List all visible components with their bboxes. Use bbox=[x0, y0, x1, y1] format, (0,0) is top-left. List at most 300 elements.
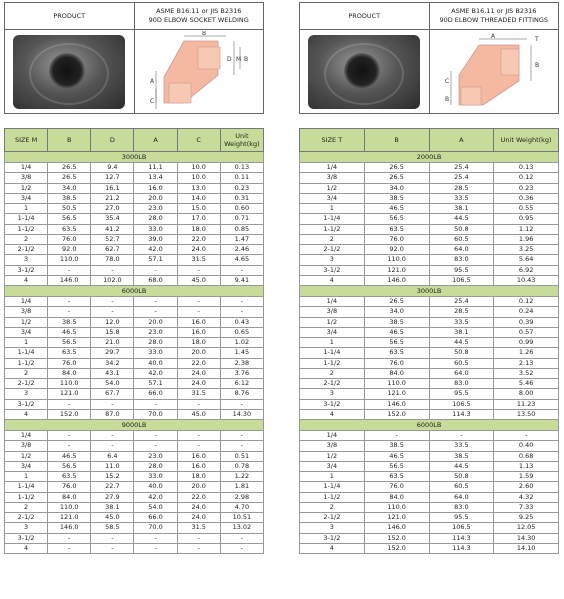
table-cell: - bbox=[177, 543, 220, 553]
table-cell: - bbox=[177, 399, 220, 409]
table-cell: 76.0 bbox=[364, 358, 429, 368]
table-cell: 1 bbox=[5, 338, 48, 348]
table-cell: 9.41 bbox=[220, 275, 263, 285]
table-cell: 28.5 bbox=[429, 307, 494, 317]
table-cell: - bbox=[134, 399, 177, 409]
table-row bbox=[5, 492, 264, 502]
table-cell: 106.5 bbox=[429, 275, 494, 285]
table-cell: 3 bbox=[5, 255, 48, 265]
table-cell: 3-1/2 bbox=[300, 533, 365, 543]
table-cell: 152.0 bbox=[364, 533, 429, 543]
table-row bbox=[5, 173, 264, 183]
table-cell: - bbox=[494, 431, 559, 441]
table-cell: 31.5 bbox=[177, 255, 220, 265]
table-cell: - bbox=[134, 265, 177, 275]
table-cell: 2.98 bbox=[220, 492, 263, 502]
table-cell: 38.5 bbox=[429, 451, 494, 461]
table-cell: 0.57 bbox=[494, 327, 559, 337]
table-cell: 0.65 bbox=[220, 327, 263, 337]
table-cell: 27.9 bbox=[91, 492, 134, 502]
diagram-label-b-top: B bbox=[201, 30, 206, 37]
table-cell: 2.46 bbox=[220, 245, 263, 255]
table-cell: 50.8 bbox=[429, 348, 494, 358]
table-cell: 18.0 bbox=[177, 472, 220, 482]
table-cell: 31.5 bbox=[177, 523, 220, 533]
table-cell: 33.5 bbox=[429, 193, 494, 203]
table-cell: 1-1/4 bbox=[300, 214, 365, 224]
table-cell: 38.5 bbox=[364, 441, 429, 451]
table-cell: 1.59 bbox=[494, 472, 559, 482]
table-cell: - bbox=[177, 441, 220, 451]
table-row bbox=[5, 297, 264, 307]
table-cell: 50.5 bbox=[48, 204, 91, 214]
table-cell: 15.8 bbox=[91, 327, 134, 337]
column-header: Unit Weight(kg) bbox=[220, 129, 263, 152]
table-cell: 46.5 bbox=[48, 451, 91, 461]
table-row bbox=[5, 348, 264, 358]
table-cell: 146.0 bbox=[48, 275, 91, 285]
table-row bbox=[5, 431, 264, 441]
table-cell: 0.51 bbox=[220, 451, 263, 461]
table-cell: 46.5 bbox=[364, 204, 429, 214]
table-cell: 27.0 bbox=[91, 204, 134, 214]
table-cell: 110.0 bbox=[48, 502, 91, 512]
table-cell: 1-1/2 bbox=[300, 358, 365, 368]
table-cell: 18.0 bbox=[177, 224, 220, 234]
table-cell: - bbox=[91, 297, 134, 307]
table-cell: 56.5 bbox=[48, 461, 91, 471]
table-row bbox=[5, 379, 264, 389]
table-row bbox=[5, 482, 264, 492]
table-row bbox=[5, 234, 264, 244]
table-cell: 76.0 bbox=[48, 358, 91, 368]
table-cell: 4 bbox=[5, 409, 48, 419]
table-cell: 3/8 bbox=[5, 441, 48, 451]
table-cell: 3.25 bbox=[494, 245, 559, 255]
table-cell: 1.22 bbox=[220, 472, 263, 482]
table-cell: 31.5 bbox=[177, 389, 220, 399]
table-cell: 0.39 bbox=[494, 317, 559, 327]
table-cell: 1/2 bbox=[300, 451, 365, 461]
table-cell: - bbox=[220, 431, 263, 441]
table-cell: 92.0 bbox=[48, 245, 91, 255]
table-cell: 1.96 bbox=[494, 234, 559, 244]
table-cell: 2 bbox=[300, 368, 365, 378]
table-row bbox=[5, 265, 264, 275]
table-cell: 8.00 bbox=[494, 389, 559, 399]
table-cell: 60.5 bbox=[429, 234, 494, 244]
table-cell: 20.0 bbox=[134, 193, 177, 203]
table-row bbox=[300, 379, 559, 389]
table-cell: 38.1 bbox=[429, 327, 494, 337]
table-cell: 146.0 bbox=[364, 399, 429, 409]
table-cell: 26.5 bbox=[364, 173, 429, 183]
table-cell: 38.5 bbox=[48, 193, 91, 203]
table-row bbox=[5, 275, 264, 285]
table-cell: 45.0 bbox=[177, 409, 220, 419]
table-row bbox=[300, 492, 559, 502]
table-cell: 1/4 bbox=[300, 297, 365, 307]
table-cell: - bbox=[48, 399, 91, 409]
table-cell: 3/8 bbox=[5, 307, 48, 317]
table-cell: 22.0 bbox=[177, 234, 220, 244]
table-cell: 152.0 bbox=[364, 543, 429, 553]
table-cell: - bbox=[91, 543, 134, 553]
table-cell: 0.55 bbox=[494, 204, 559, 214]
table-cell: 62.7 bbox=[91, 245, 134, 255]
table-cell: - bbox=[134, 431, 177, 441]
table-cell: 1-1/4 bbox=[5, 348, 48, 358]
table-cell: 1/4 bbox=[300, 431, 365, 441]
table-cell: 38.5 bbox=[364, 193, 429, 203]
table-cell: 64.0 bbox=[429, 492, 494, 502]
table-row bbox=[5, 214, 264, 224]
table-row bbox=[5, 163, 264, 173]
table-cell: 14.0 bbox=[177, 193, 220, 203]
table-cell: 110.0 bbox=[364, 379, 429, 389]
table-cell: 2.38 bbox=[220, 358, 263, 368]
table-row bbox=[300, 307, 559, 317]
table-cell: 66.0 bbox=[134, 513, 177, 523]
table-cell: 44.5 bbox=[429, 214, 494, 224]
table-cell: - bbox=[220, 533, 263, 543]
table-cell: - bbox=[91, 307, 134, 317]
table-cell: 1-1/4 bbox=[5, 482, 48, 492]
table-cell: - bbox=[48, 307, 91, 317]
table-cell: 106.5 bbox=[429, 523, 494, 533]
table-cell: 92.0 bbox=[364, 245, 429, 255]
table-cell: 1-1/4 bbox=[5, 214, 48, 224]
table-row bbox=[300, 368, 559, 378]
column-header: B bbox=[48, 129, 91, 152]
table-cell: 28.0 bbox=[134, 461, 177, 471]
table-cell: 1/2 bbox=[5, 183, 48, 193]
product-photo bbox=[308, 35, 420, 109]
table-cell: - bbox=[177, 533, 220, 543]
table-cell: 63.5 bbox=[48, 348, 91, 358]
pressure-class-row: 6000LB bbox=[5, 286, 264, 297]
table-cell: 0.60 bbox=[220, 204, 263, 214]
table-cell: 1/2 bbox=[300, 183, 365, 193]
table-cell: 3-1/2 bbox=[300, 399, 365, 409]
table-cell: 13.50 bbox=[494, 409, 559, 419]
table-cell: 57.1 bbox=[134, 379, 177, 389]
table-cell: 40.0 bbox=[134, 482, 177, 492]
table-cell: 152.0 bbox=[48, 409, 91, 419]
table-cell: - bbox=[91, 431, 134, 441]
table-cell: 64.0 bbox=[429, 368, 494, 378]
table-cell: 26.5 bbox=[364, 297, 429, 307]
table-cell: 16.1 bbox=[91, 183, 134, 193]
table-cell: 20.0 bbox=[134, 317, 177, 327]
table-cell: 114.3 bbox=[429, 543, 494, 553]
table-cell: 114.3 bbox=[429, 409, 494, 419]
table-cell: 3-1/2 bbox=[5, 533, 48, 543]
table-cell: 121.0 bbox=[48, 513, 91, 523]
table-cell: 0.85 bbox=[220, 224, 263, 234]
table-cell: 70.0 bbox=[134, 409, 177, 419]
table-cell: 42.0 bbox=[134, 245, 177, 255]
table-cell: 3-1/2 bbox=[5, 399, 48, 409]
diagram-label-t: T bbox=[534, 35, 539, 43]
table-cell: 0.95 bbox=[494, 214, 559, 224]
table-cell: 84.0 bbox=[364, 368, 429, 378]
table-row bbox=[300, 214, 559, 224]
table-row bbox=[300, 265, 559, 275]
table-row bbox=[300, 317, 559, 327]
table-cell: 0.12 bbox=[494, 173, 559, 183]
table-cell: 0.13 bbox=[220, 163, 263, 173]
table-cell: 83.0 bbox=[429, 502, 494, 512]
table-cell: 7.33 bbox=[494, 502, 559, 512]
table-cell: 13.0 bbox=[177, 183, 220, 193]
table-cell: 35.4 bbox=[91, 214, 134, 224]
table-cell: 64.0 bbox=[429, 245, 494, 255]
table-row bbox=[300, 461, 559, 471]
table-cell: 1/4 bbox=[5, 297, 48, 307]
standard-line-2: 90D ELBOW THREADED FITTINGS bbox=[439, 16, 549, 24]
table-cell: 2.60 bbox=[494, 482, 559, 492]
table-cell: 10.0 bbox=[177, 163, 220, 173]
table-cell: 16.0 bbox=[177, 451, 220, 461]
table-cell: 15.2 bbox=[91, 472, 134, 482]
table-cell: 70.0 bbox=[134, 523, 177, 533]
table-cell: 3/4 bbox=[300, 327, 365, 337]
table-cell: 83.0 bbox=[429, 379, 494, 389]
table-cell: 25.4 bbox=[429, 297, 494, 307]
table-cell: 3/4 bbox=[5, 327, 48, 337]
table-cell: 16.0 bbox=[177, 461, 220, 471]
table-cell: 39.0 bbox=[134, 234, 177, 244]
table-row bbox=[300, 163, 559, 173]
diagram-label-b-side: B bbox=[243, 55, 248, 63]
table-cell: 1 bbox=[300, 204, 365, 214]
table-row bbox=[5, 327, 264, 337]
table-row bbox=[5, 543, 264, 553]
table-cell: 2 bbox=[300, 234, 365, 244]
table-cell: 21.2 bbox=[91, 193, 134, 203]
table-row bbox=[300, 193, 559, 203]
table-cell: 114.3 bbox=[429, 533, 494, 543]
table-row bbox=[300, 533, 559, 543]
table-cell: 3/4 bbox=[300, 193, 365, 203]
table-cell: 4 bbox=[5, 275, 48, 285]
table-row bbox=[300, 275, 559, 285]
table-cell: - bbox=[220, 543, 263, 553]
table-cell: 5.64 bbox=[494, 255, 559, 265]
table-row bbox=[300, 523, 559, 533]
table-cell: 110.0 bbox=[364, 502, 429, 512]
table-cell: 0.12 bbox=[494, 297, 559, 307]
table-cell: 3/8 bbox=[300, 307, 365, 317]
table-cell: 1-1/2 bbox=[5, 358, 48, 368]
table-cell: 21.0 bbox=[91, 338, 134, 348]
table-row bbox=[300, 348, 559, 358]
table-row bbox=[5, 409, 264, 419]
table-cell: 0.23 bbox=[220, 183, 263, 193]
table-cell: - bbox=[220, 399, 263, 409]
table-cell: 11.0 bbox=[91, 461, 134, 471]
table-cell: 9.25 bbox=[494, 513, 559, 523]
table-cell: 12.0 bbox=[91, 317, 134, 327]
table-cell: 3.52 bbox=[494, 368, 559, 378]
table-cell: 3/4 bbox=[300, 461, 365, 471]
socket-weld-elbow-panel bbox=[4, 2, 264, 554]
table-cell: 2-1/2 bbox=[5, 379, 48, 389]
threaded-dimension-table bbox=[299, 128, 559, 554]
table-cell: 57.1 bbox=[134, 255, 177, 265]
table-cell: 3/8 bbox=[300, 173, 365, 183]
table-cell: - bbox=[134, 297, 177, 307]
table-cell: 95.5 bbox=[429, 265, 494, 275]
table-cell: 78.0 bbox=[91, 255, 134, 265]
table-cell: 54.0 bbox=[134, 502, 177, 512]
table-cell: 34.2 bbox=[91, 358, 134, 368]
table-row bbox=[300, 297, 559, 307]
table-cell: 0.71 bbox=[220, 214, 263, 224]
diagram-label-c: C bbox=[149, 97, 154, 105]
table-row bbox=[300, 399, 559, 409]
table-cell: 56.5 bbox=[48, 214, 91, 224]
table-cell: 38.1 bbox=[429, 204, 494, 214]
table-cell: 44.5 bbox=[429, 338, 494, 348]
table-cell: 22.0 bbox=[177, 358, 220, 368]
table-cell: 0.78 bbox=[220, 461, 263, 471]
table-row bbox=[5, 358, 264, 368]
table-cell: 84.0 bbox=[48, 492, 91, 502]
table-cell: 1-1/2 bbox=[300, 224, 365, 234]
table-cell: 38.5 bbox=[364, 317, 429, 327]
table-row bbox=[5, 502, 264, 512]
table-cell: 46.5 bbox=[364, 451, 429, 461]
table-cell: 10.0 bbox=[177, 173, 220, 183]
table-cell: 46.5 bbox=[364, 327, 429, 337]
table-cell: 33.0 bbox=[134, 472, 177, 482]
table-cell: 3 bbox=[5, 389, 48, 399]
product-label: PRODUCT bbox=[5, 3, 135, 30]
table-cell: 67.7 bbox=[91, 389, 134, 399]
table-cell: 13.4 bbox=[134, 173, 177, 183]
table-cell: - bbox=[220, 441, 263, 451]
table-cell: 2-1/2 bbox=[300, 513, 365, 523]
table-cell: 40.0 bbox=[134, 358, 177, 368]
pressure-class-row: 3000LB bbox=[5, 152, 264, 163]
table-cell: 1.02 bbox=[220, 338, 263, 348]
pressure-class-row: 2000LB bbox=[300, 152, 559, 163]
table-cell: 121.0 bbox=[48, 389, 91, 399]
table-cell: 152.0 bbox=[364, 409, 429, 419]
table-cell: 6.12 bbox=[220, 379, 263, 389]
pressure-class-row: 6000LB bbox=[300, 420, 559, 431]
table-row bbox=[5, 472, 264, 482]
table-row bbox=[300, 224, 559, 234]
table-cell: 0.31 bbox=[220, 193, 263, 203]
table-row bbox=[300, 513, 559, 523]
table-cell: 4 bbox=[5, 543, 48, 553]
table-cell: 3 bbox=[300, 523, 365, 533]
table-row bbox=[300, 441, 559, 451]
product-label: PRODUCT bbox=[300, 3, 430, 30]
table-row bbox=[300, 543, 559, 553]
table-cell: - bbox=[177, 265, 220, 275]
table-cell: 11.23 bbox=[494, 399, 559, 409]
table-row bbox=[5, 451, 264, 461]
table-cell: 3-1/2 bbox=[5, 265, 48, 275]
standard-line-1: ASME B16.11 or JIS B2316 bbox=[156, 7, 242, 15]
table-cell: 4.65 bbox=[220, 255, 263, 265]
table-cell: - bbox=[134, 307, 177, 317]
table-cell: 18.0 bbox=[177, 338, 220, 348]
table-cell: 102.0 bbox=[91, 275, 134, 285]
table-cell: 23.0 bbox=[134, 204, 177, 214]
table-cell: 25.4 bbox=[429, 173, 494, 183]
table-cell: 1/2 bbox=[5, 317, 48, 327]
table-cell: 50.8 bbox=[429, 224, 494, 234]
table-cell: 3/8 bbox=[5, 173, 48, 183]
table-row bbox=[5, 245, 264, 255]
table-cell: - bbox=[177, 297, 220, 307]
table-cell: 56.5 bbox=[364, 214, 429, 224]
table-cell: 5.46 bbox=[494, 379, 559, 389]
table-cell: - bbox=[91, 533, 134, 543]
table-cell: 1.13 bbox=[494, 461, 559, 471]
table-cell: 33.0 bbox=[134, 348, 177, 358]
diagram-label-a: A bbox=[149, 77, 154, 85]
table-cell: 23.0 bbox=[134, 451, 177, 461]
table-cell: 0.11 bbox=[220, 173, 263, 183]
pressure-class-row: 3000LB bbox=[300, 286, 559, 297]
column-header: SIZE M bbox=[5, 129, 48, 152]
table-row bbox=[300, 327, 559, 337]
table-cell: 14.30 bbox=[494, 533, 559, 543]
table-row bbox=[300, 502, 559, 512]
table-cell: - bbox=[48, 543, 91, 553]
table-cell: 63.5 bbox=[364, 472, 429, 482]
table-cell: 146.0 bbox=[48, 523, 91, 533]
table-cell: 24.0 bbox=[177, 513, 220, 523]
pressure-class-row: 9000LB bbox=[5, 420, 264, 431]
table-cell: 24.0 bbox=[177, 502, 220, 512]
table-cell: - bbox=[177, 307, 220, 317]
table-cell: 16.0 bbox=[134, 183, 177, 193]
table-cell: 4 bbox=[300, 275, 365, 285]
table-cell: 2-1/2 bbox=[300, 245, 365, 255]
table-cell: 28.0 bbox=[134, 214, 177, 224]
table-cell: 0.24 bbox=[494, 307, 559, 317]
table-row bbox=[300, 204, 559, 214]
standard-title bbox=[134, 3, 264, 30]
table-row bbox=[5, 461, 264, 471]
table-cell: 83.0 bbox=[429, 255, 494, 265]
table-cell: 41.2 bbox=[91, 224, 134, 234]
table-cell: 44.5 bbox=[429, 461, 494, 471]
table-cell: 63.5 bbox=[364, 348, 429, 358]
table-cell: - bbox=[91, 399, 134, 409]
table-cell: - bbox=[220, 307, 263, 317]
table-cell: 26.5 bbox=[48, 173, 91, 183]
table-cell: - bbox=[48, 431, 91, 441]
table-row bbox=[300, 409, 559, 419]
table-cell: 121.0 bbox=[364, 265, 429, 275]
table-cell: 110.0 bbox=[48, 255, 91, 265]
table-row bbox=[300, 173, 559, 183]
diagram-label-m: M bbox=[235, 55, 241, 63]
table-row bbox=[5, 204, 264, 214]
column-header: SIZE T bbox=[300, 129, 365, 152]
table-cell: 2 bbox=[300, 502, 365, 512]
diagram-label-d: D bbox=[226, 55, 232, 63]
table-cell: 1.45 bbox=[220, 348, 263, 358]
